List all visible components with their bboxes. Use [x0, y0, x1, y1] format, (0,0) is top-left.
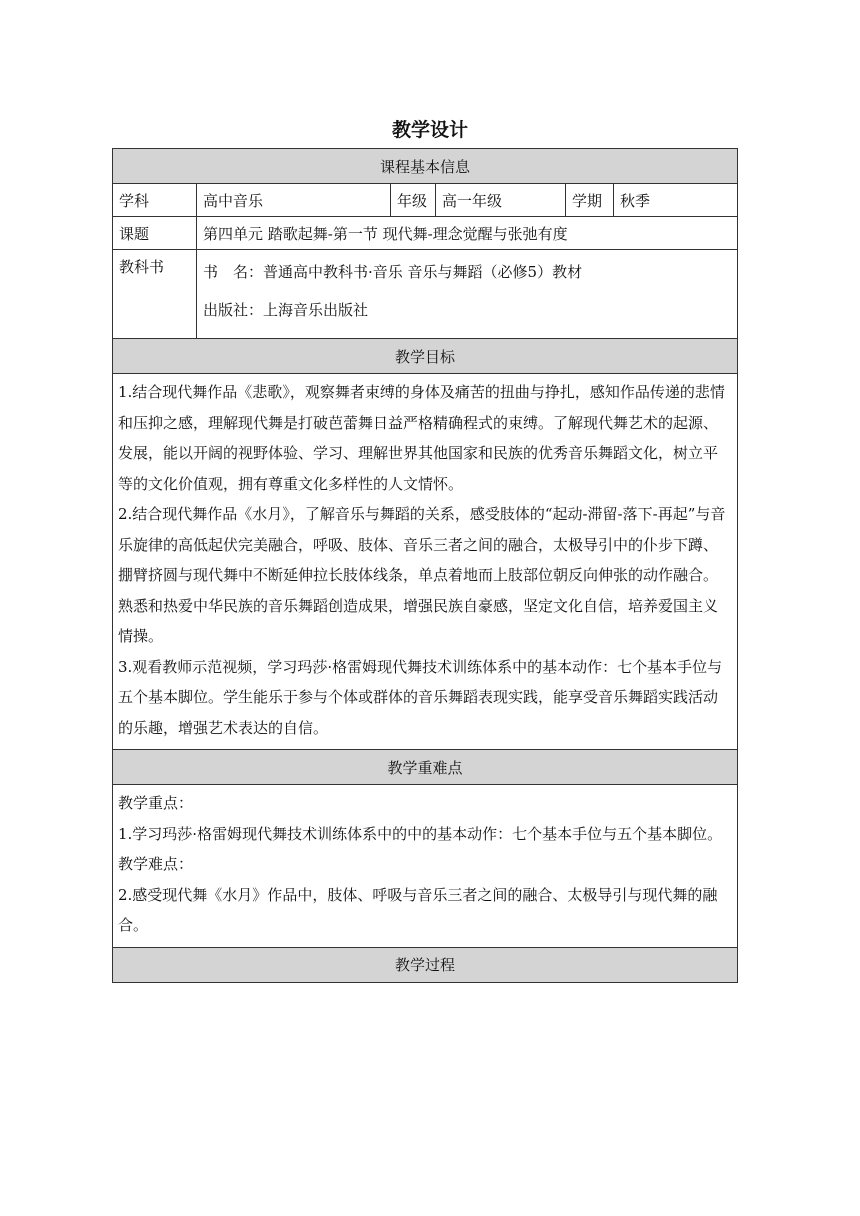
section-header-process: 教学过程: [113, 947, 738, 982]
textbook-info: [197, 250, 738, 339]
term-label: 学期: [566, 184, 614, 217]
difficulty-text: 2.感受现代舞《水月》作品中，肢体、呼吸与音乐三者之间的融合、太极导引与现代舞的融合。: [118, 885, 718, 934]
topic-value: 第四单元 踏歌起舞-第一节 现代舞-理念觉醒与张弛有度: [197, 217, 738, 250]
difficulty-label: 教学难点：: [118, 855, 194, 873]
lesson-design-table: [112, 148, 738, 983]
section-header-objectives: 教学目标: [113, 339, 738, 374]
objective-item: 2.结合现代舞作品《水月》，了解音乐与舞蹈的关系，感受肢体的“起动-滞留-落下-再起”与音乐旋律的高低起伏完美融合，呼吸、肢体、音乐三者之间的融合，太极导引中的仆步下蹲、掤臂挤圆与现代舞中不断延伸拉长肢体线条，单点着地而上肢部位朝反向伸张的动作融合。熟悉和热爱中华民族的音乐舞蹈创造成果，增强民族自豪感，坚定文化自信，培养爱国主义情操。: [118, 505, 726, 645]
focus-text: 1.学习玛莎·格雷姆现代舞技术训练体系中的中的基本动作：七个基本手位与五个基本脚位。: [118, 824, 723, 843]
section-header-key-points: 教学重难点: [113, 750, 738, 785]
objective-item: 1.结合现代舞作品《悲歌》，观察舞者束缚的身体及痛苦的扭曲与挣扎，感知作品传递的悲情和压抑之感，理解现代舞是打破芭蕾舞日益严格精确程式的束缚。了解现代舞艺术的起源、发展，能以开阔的视野体验、学习、理解世界其他国家和民族的优秀音乐舞蹈文化，树立平等的文化价值观，拥有尊重文化多样性的人文情怀。: [118, 383, 725, 493]
grade-value: 高一年级: [436, 184, 566, 217]
document-title: 教学设计: [391, 119, 468, 141]
subject-value: 高中音乐: [197, 184, 391, 217]
grade-label: 年级: [391, 184, 436, 217]
objectives-content: [113, 374, 738, 750]
key-points-content: [113, 785, 738, 948]
section-header-basic-info: 课程基本信息: [113, 149, 738, 184]
subject-label: 学科: [113, 184, 197, 217]
term-value: 秋季: [614, 184, 738, 217]
textbook-publisher: 出版社：上海音乐出版社: [203, 301, 369, 319]
textbook-label: 教科书: [113, 250, 197, 339]
topic-label: 课题: [113, 217, 197, 250]
textbook-name: 书 名：普通高中教科书·音乐 音乐与舞蹈（必修5）教材: [203, 263, 583, 281]
focus-label: 教学重点：: [118, 794, 194, 812]
objective-item: 3.观看教师示范视频，学习玛莎·格雷姆现代舞技术训练体系中的基本动作：七个基本手位与五个基本脚位。学生能乐于参与个体或群体的音乐舞蹈表现实践，能享受音乐舞蹈实践活动的乐趣，增强艺术表达的自信。: [118, 657, 723, 737]
